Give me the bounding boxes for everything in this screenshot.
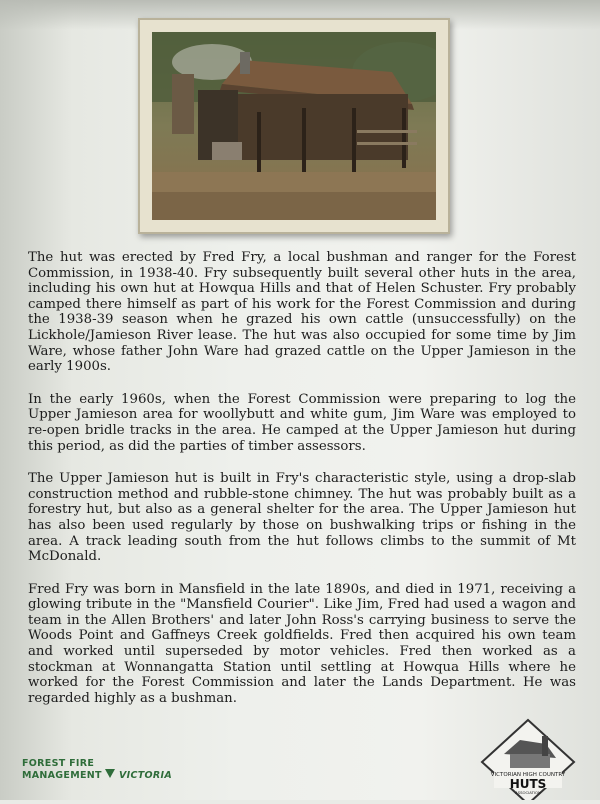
huts-association-logo bbox=[480, 718, 576, 800]
victoria-triangle-icon bbox=[105, 769, 115, 778]
huts-main-text: HUTS bbox=[509, 777, 547, 791]
ffm-line-1: FOREST FIRE bbox=[22, 758, 95, 769]
huts-top-text: VICTORIAN HIGH COUNTRY bbox=[490, 772, 566, 778]
ffm-line-2 bbox=[22, 769, 172, 781]
hut-photo-icon bbox=[152, 32, 436, 220]
paragraph-1: The hut was erected by Fred Fry, a local bushman and ranger for the Forest Commission, in 1938-40. Fry subsequently built several other huts in the area, including his own hut at Howqua Hills and that of Helen Schuster. Fry probably camped there himself as part of his work for the Forest Commission and during the 1938-39 season when he grazed his own cattle (unsuccessfully) on the Lickhole/Jamieson River lease. The hut was also occupied for some time by Jim Ware, whose father John Ware had grazed cattle on the Upper Jamieson in the early 1900s. bbox=[28, 250, 576, 375]
ffm-victoria: VICTORIA bbox=[119, 770, 173, 781]
paragraph-4: Fred Fry was born in Mansfield in the late 1890s, and died in 1971, receiving a glowing tribute in the "Mansfield Courier". Like Jim, Fred had used a wagon and team in the Allen Brothers' and later John Ross's carrying business to serve the Woods Point and Gaffneys Creek goldfields. Fred then acquired his own team and worked until superseded by motor vehicles. Fred then worked as a stockman at Wonnangatta Station until settling at Howqua Hills where he worked for the Forest Commission and later the Lands Department. He was regarded highly as a bushman. bbox=[28, 581, 576, 706]
paragraph-2: In the early 1960s, when the Forest Commission were preparing to log the Upper Jamieson area for woollybutt and white gum, Jim Ware was employed to re-open bridle tracks in the area. He camped at the Upper Jamieson hut during this period, as did the parties of timber assessors. bbox=[28, 391, 576, 454]
ffm-management: MANAGEMENT bbox=[22, 770, 102, 781]
paragraph-3: The Upper Jamieson hut is built in Fry's characteristic style, using a drop-slab construction method and rubble-stone chimney. The hut was probably built as a forestry hut, but also as a general shelter for the area. The Upper Jamieson hut has also been used regularly by those on bushwalking trips or fishing in the area. A track leading south from the hut follows climbs to the summit of Mt McDonald. bbox=[28, 471, 576, 565]
hut-photo bbox=[152, 32, 436, 220]
huts-diamond-icon bbox=[480, 718, 576, 800]
history-text bbox=[28, 250, 576, 723]
forest-fire-management-logo bbox=[22, 758, 172, 786]
hut-photo-frame bbox=[138, 18, 450, 234]
huts-bottom-text: ASSOCIATION bbox=[515, 790, 541, 795]
